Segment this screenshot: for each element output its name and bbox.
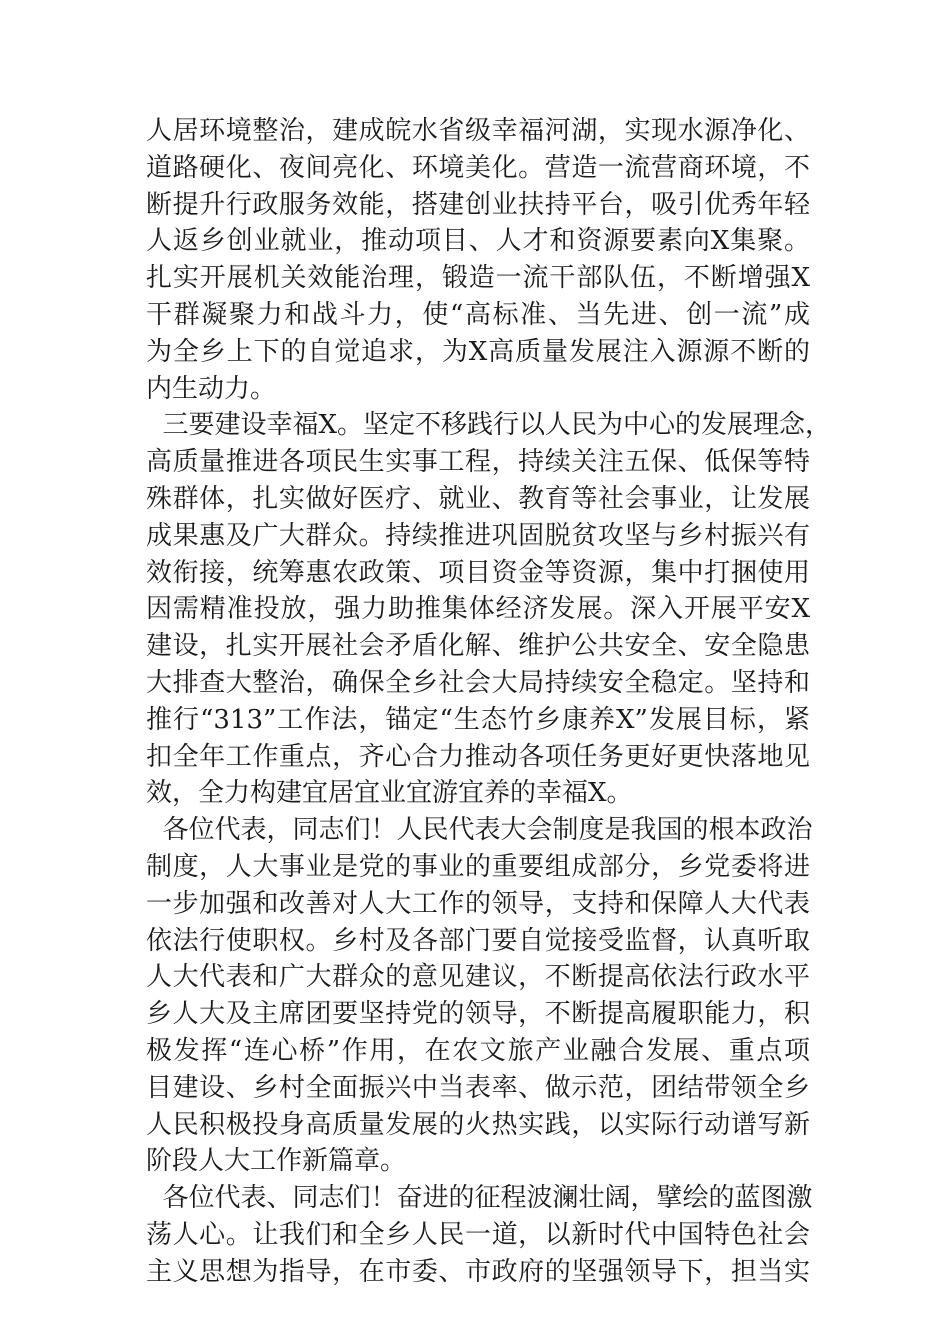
- text-line: 制度，人大事业是党的事业的重要组成部分，乡党委将进: [146, 851, 810, 882]
- text-line: 人返乡创业就业，推动项目、人才和资源要素向X集聚。: [146, 226, 810, 257]
- text-line: 殊群体，扎实做好医疗、就业、教育等社会事业，让发展: [146, 483, 810, 514]
- text-line: 主义思想为指导，在市委、市政府的坚强领导下，担当实: [146, 1256, 810, 1287]
- document-body: [146, 113, 832, 1291]
- text-line: 为全乡上下的自觉追求，为X高质量发展注入源源不断的: [146, 336, 810, 367]
- text-line: 人大代表和广大群众的意见建议，不断提高依法行政水平: [146, 962, 810, 993]
- text-line: 扣全年工作重点，齐心合力推动各项任务更好更快落地见: [146, 741, 810, 772]
- text-line: 一步加强和改善对人大工作的领导，支持和保障人大代表: [146, 888, 810, 919]
- text-line: 依法行使职权。乡村及各部门要自觉接受监督，认真听取: [146, 925, 810, 956]
- text-line: 大排查大整治，确保全乡社会大局持续安全稳定。坚持和: [146, 667, 810, 698]
- text-line: 人居环境整治，建成皖水省级幸福河湖，实现水源净化、: [146, 116, 810, 146]
- text-line: 推行“313”工作法，锚定“生态竹乡康养X”发展目标，紧: [146, 704, 810, 735]
- text-line: 效，全力构建宜居宜业宜游宜养的幸福X。: [146, 778, 633, 809]
- text-line: 极发挥“连心桥”作用，在农文旅产业融合发展、重点项: [146, 1035, 810, 1066]
- text-line: 目建设、乡村全面振兴中当表率、做示范，团结带领全乡: [146, 1072, 810, 1103]
- text-line: 内生动力。: [146, 373, 277, 404]
- text-line: 成果惠及广大群众。持续推进巩固脱贫攻坚与乡村振兴有: [146, 520, 810, 551]
- text-line: 道路硬化、夜间亮化、环境美化。营造一流营商环境，不: [146, 152, 810, 183]
- text-line: 干群凝聚力和战斗力，使“高标准、当先进、创一流”成: [146, 299, 810, 330]
- text-line: 断提升行政服务效能，搭建创业扶持平台，吸引优秀年轻: [146, 189, 810, 220]
- text-line: 各位代表，同志们！人民代表大会制度是我国的根本政治: [146, 815, 813, 846]
- text-line: 高质量推进各项民生实事工程，持续关注五保、低保等特: [146, 447, 810, 478]
- text-line: 因需精准投放，强力助推集体经济发展。深入开展平安X: [146, 594, 810, 625]
- text-line: 三要建设幸福X。坚定不移践行以人民为中心的发展理念，: [146, 410, 832, 441]
- text-line: 各位代表、同志们！奋进的征程波澜壮阔，擘绘的蓝图激: [146, 1183, 813, 1214]
- text-line: 建设，扎实开展社会矛盾化解、维护公共安全、安全隐患: [146, 631, 810, 662]
- text-line: 阶段人大工作新篇章。: [146, 1146, 407, 1177]
- text-line: 扎实开展机关效能治理，锻造一流干部队伍，不断增强X: [146, 263, 810, 294]
- text-line: 乡人大及主席团要坚持党的领导，不断提高履职能力，积: [146, 999, 810, 1030]
- text-line: 人民积极投身高质量发展的火热实践，以实际行动谱写新: [146, 1109, 810, 1140]
- text-line: 效衔接，统筹惠农政策、项目资金等资源，集中打捆使用: [146, 557, 810, 588]
- text-line: 荡人心。让我们和全乡人民一道，以新时代中国特色社会: [146, 1219, 810, 1250]
